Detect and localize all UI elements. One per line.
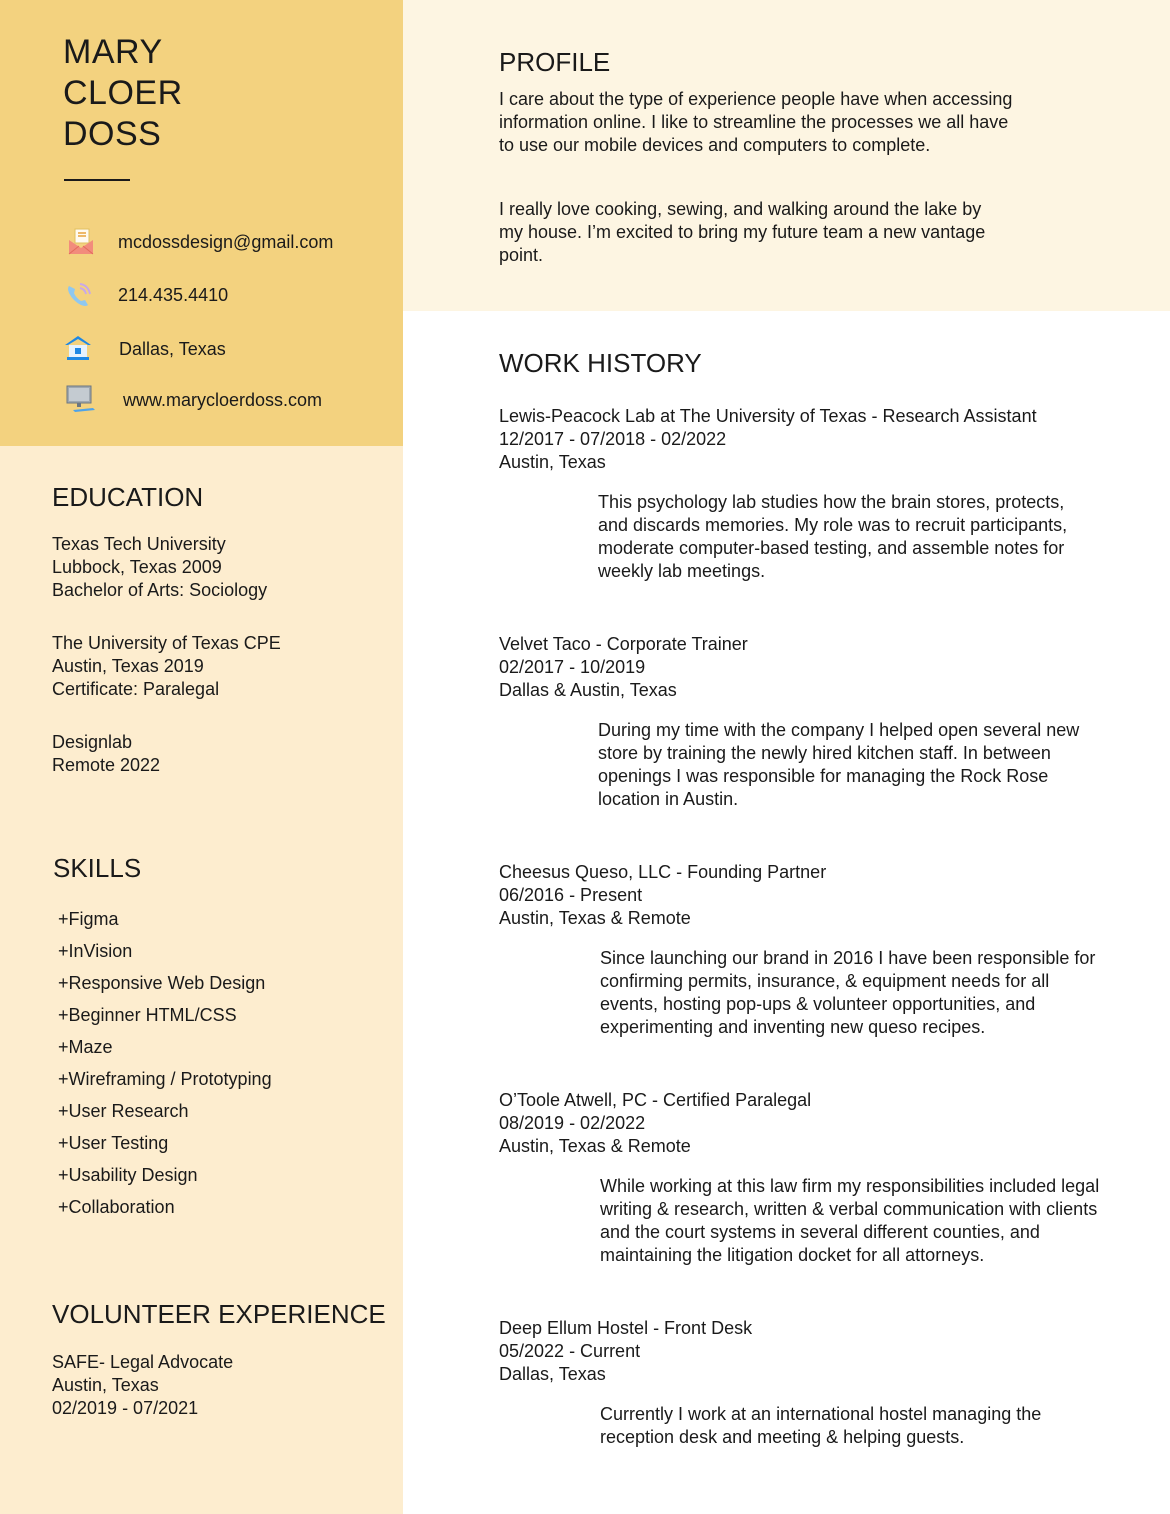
job-header (499, 633, 748, 702)
job-description-line: While working at this law firm my responsibilities included legal (600, 1176, 1100, 1196)
skill-item: +User Testing (58, 1133, 169, 1153)
skill-item: +Wireframing / Prototyping (58, 1069, 272, 1089)
profile-heading: PROFILE (499, 47, 611, 77)
job-description-line: experimenting and inventing new queso recipes. (600, 1017, 986, 1037)
job-description-line: location in Austin. (598, 789, 739, 809)
skill-item: +Usability Design (58, 1165, 198, 1185)
name-middle: CLOER (63, 74, 183, 112)
skill-item: +Responsive Web Design (58, 973, 266, 993)
contact-email[interactable]: mcdossdesign@gmail.com (118, 232, 334, 252)
job-dates: 12/2017 - 07/2018 - 02/2022 (499, 429, 727, 449)
job-description (600, 1403, 1041, 1449)
job-dates: 02/2017 - 10/2019 (499, 657, 646, 677)
name-last: DOSS (63, 115, 162, 153)
education-degree: Bachelor of Arts: Sociology (52, 580, 268, 600)
skill-item: +Figma (58, 909, 119, 929)
volunteer-entry (52, 1351, 233, 1420)
work-history-heading: WORK HISTORY (499, 348, 702, 378)
phone-icon (64, 280, 94, 310)
education-location: Lubbock, Texas 2009 (52, 557, 222, 577)
skill-item: +Beginner HTML/CSS (58, 1005, 237, 1025)
education-location: Austin, Texas 2019 (52, 656, 204, 676)
profile-line: I really love cooking, sewing, and walking around the lake by (499, 199, 982, 219)
skill-item: +Collaboration (58, 1197, 175, 1217)
job-description-line: Currently I work at an international hostel managing the (600, 1404, 1042, 1424)
profile-paragraph (499, 198, 985, 267)
job-description-line: writing & research, written & verbal communication with clients (600, 1199, 1098, 1219)
job-description-line: Since launching our brand in 2016 I have been responsible for (600, 948, 1096, 968)
job-description-line: events, hosting pop-ups & volunteer opportunities, and (600, 994, 1036, 1014)
job-location: Austin, Texas & Remote (499, 1136, 691, 1156)
job-location: Austin, Texas & Remote (499, 908, 691, 928)
resume-name (63, 32, 183, 155)
contact-website[interactable]: www.marycloerdoss.com (123, 390, 323, 410)
job-location: Austin, Texas (499, 452, 606, 472)
education-degree: Certificate: Paralegal (52, 679, 220, 699)
skill-item: +InVision (58, 941, 133, 961)
sidebar-header-panel (0, 0, 403, 446)
volunteer-heading: VOLUNTEER EXPERIENCE (52, 1299, 386, 1329)
education-entry (52, 533, 267, 602)
job-location: Dallas, Texas (499, 1364, 606, 1384)
job-location: Dallas & Austin, Texas (499, 680, 677, 700)
education-location: Remote 2022 (52, 755, 161, 775)
job-dates: 06/2016 - Present (499, 885, 643, 905)
education-entry (52, 731, 160, 777)
job-description-line: weekly lab meetings. (598, 561, 766, 581)
job-description (598, 719, 1079, 811)
home-icon (63, 333, 93, 363)
job-description-line: This psychology lab studies how the brain stores, protects, (598, 492, 1065, 512)
job-header (499, 405, 1037, 474)
job-dates: 08/2019 - 02/2022 (499, 1113, 646, 1133)
skills-heading: SKILLS (53, 853, 142, 883)
profile-line: to use our mobile devices and computers to complete. (499, 135, 931, 155)
job-title: Velvet Taco - Corporate Trainer (499, 634, 748, 654)
job-description-line: store by training the newly hired kitchen staff. In between (598, 743, 1051, 763)
job-title: Cheesus Queso, LLC - Founding Partner (499, 862, 827, 882)
job-title: O’Toole Atwell, PC - Certified Paralegal (499, 1090, 812, 1110)
profile-paragraph (499, 88, 1012, 157)
education-school: The University of Texas CPE (52, 633, 281, 653)
mail-icon (66, 227, 96, 257)
volunteer-dates: 02/2019 - 07/2021 (52, 1398, 199, 1418)
job-description-line: confirming permits, insurance, & equipment needs for all (600, 971, 1050, 991)
job-description (598, 491, 1067, 583)
job-header (499, 861, 826, 930)
profile-line: point. (499, 245, 544, 265)
name-divider (64, 179, 130, 181)
volunteer-role: SAFE- Legal Advocate (52, 1352, 234, 1372)
contact-phone: 214.435.4410 (118, 285, 229, 305)
profile-line: I care about the type of experience people have when accessing (499, 89, 1013, 109)
job-description-line: openings I was responsible for managing the Rock Rose (598, 766, 1049, 786)
name-first: MARY (63, 33, 163, 71)
job-header (499, 1089, 811, 1158)
contact-location: Dallas, Texas (119, 339, 226, 359)
skill-item: +User Research (58, 1101, 189, 1121)
job-description-line: moderate computer-based testing, and assemble notes for (598, 538, 1065, 558)
volunteer-location: Austin, Texas (52, 1375, 159, 1395)
education-school: Designlab (52, 732, 133, 752)
job-description-line: During my time with the company I helped open several new (598, 720, 1080, 740)
job-description-line: and discards memories. My role was to recruit participants, (598, 515, 1068, 535)
education-heading: EDUCATION (52, 482, 204, 512)
profile-line: my house. I’m excited to bring my future team a new vantage (499, 222, 986, 242)
education-school: Texas Tech University (52, 534, 226, 554)
skill-item: +Maze (58, 1037, 113, 1057)
job-dates: 05/2022 - Current (499, 1341, 641, 1361)
profile-line: information online. I like to streamline the processes we all have (499, 112, 1009, 132)
job-description (600, 947, 1095, 1039)
job-title: Deep Ellum Hostel - Front Desk (499, 1318, 753, 1338)
job-header (499, 1317, 752, 1386)
job-title: Lewis-Peacock Lab at The University of Texas - Research Assistant (499, 406, 1037, 426)
computer-icon (65, 384, 95, 414)
job-description-line: and the court systems in several different counties, and (600, 1222, 1040, 1242)
skills-list (58, 903, 272, 1223)
job-description (600, 1175, 1099, 1267)
job-description-line: reception desk and meeting & helping guests. (600, 1427, 965, 1447)
job-description-line: maintaining the litigation docket for all attorneys. (600, 1245, 985, 1265)
education-entry (52, 632, 281, 701)
